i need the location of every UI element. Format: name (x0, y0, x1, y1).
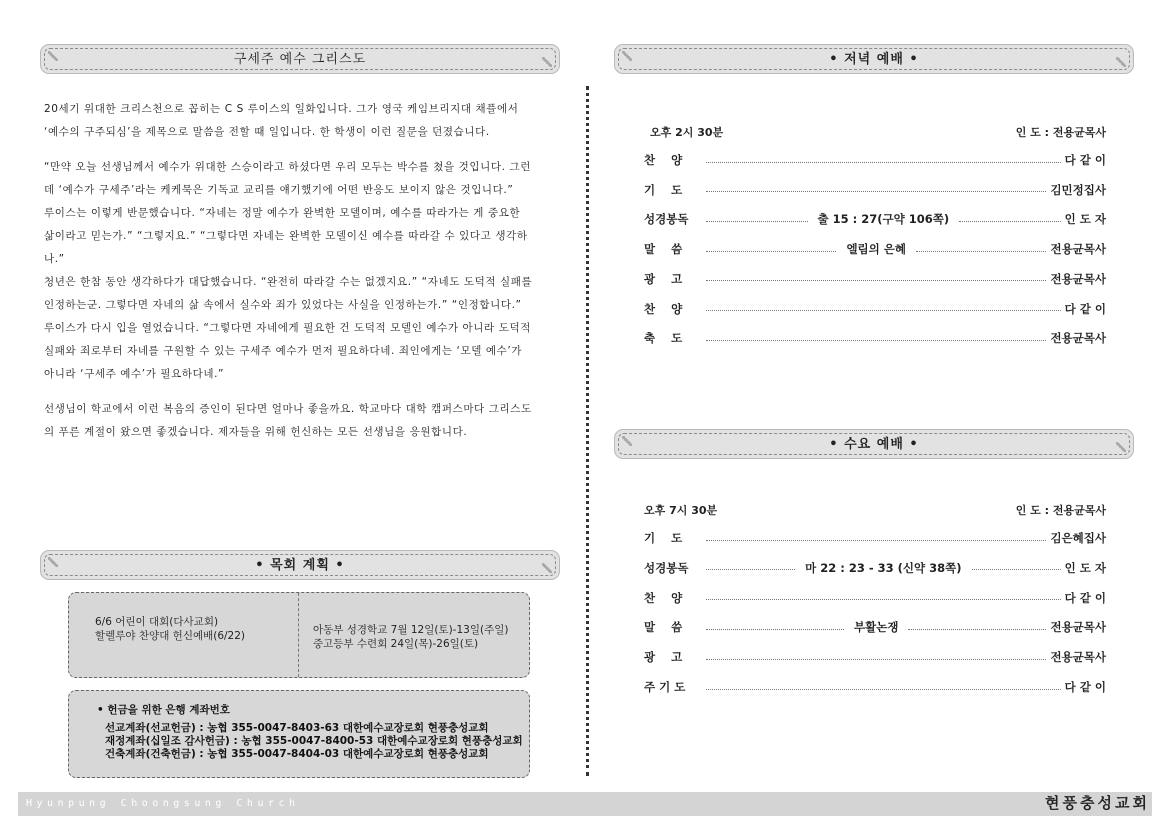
order-value: 다 같 이 (1064, 590, 1106, 605)
order-value: 다 같 이 (1064, 301, 1106, 316)
order-label: 성경봉독 (644, 212, 689, 227)
article-banner (40, 44, 560, 74)
article-paragraph-1: 20세기 위대한 크리스천으로 꼽히는 C S 루이스의 일화입니다. 그가 영국 케임브리지대 채플에서 ‘예수의 구주되심’을 제목으로 말씀을 전할 때 일입니다. 한 학생이 이런 질문을 던졌습니다. (44, 103, 519, 138)
order-detail: 마 22 : 23 - 33 (신약 38쪽) (805, 560, 962, 575)
order-row (644, 590, 1106, 606)
wednesday-time: 오후 7시 30분 (644, 504, 718, 517)
order-label: 찬 양 (644, 153, 683, 167)
dot-leader (706, 569, 795, 570)
dot-leader (706, 540, 1046, 541)
order-value: 전용균목사 (1050, 242, 1107, 257)
bank-account-line: 선교계좌(선교헌금) : 농협 355-0047-8403-63 대한예수교장로회 현풍충성교회 (105, 722, 489, 734)
footer-bar (18, 792, 1152, 816)
evening-title: • 저녁 예배 • (829, 52, 919, 67)
dot-leader (706, 629, 844, 630)
order-row (644, 560, 1106, 576)
corner-ornament-icon (542, 57, 552, 67)
evening-banner (614, 44, 1134, 74)
order-label: 광 고 (644, 271, 683, 286)
dot-leader (908, 629, 1046, 630)
article-paragraph-2: “만약 오늘 선생님께서 예수가 위대한 스승이라고 하셨다면 우리 모두는 박수를 쳤을 것입니다. 그런데 ‘예수가 구세주’라는 케케묵은 기독교 교리를 얘기했기에 어떤 반응도 보이지 않은 것입니다.” 루이스는 이렇게 반문했습니다. “자네는 정말 예수가 완벽한 모델이며, 예수를 따라가는 게 중요한 삶이라고 믿는가.” “그렇지요.” “그렇다면 자네는 완벽한 모델이신 예수를 따라갈 수 있다고 생각하나.” 청년은 한참 동안 생각하다가 대답했습니다. “완전히 따라갈 수는 없겠지요.” “자네도 도덕적 실패를 인정하는군. 그렇다면 자네의 삶 속에서 실수와 죄가 있었다는 사실을 인정하는가.” “인정합니다.” 루이스가 다시 입을 열었습니다. “그렇다면 자네에게 필요한 건 도덕적 모델인 예수가 아니라 도덕적 실패와 죄로부터 자네를 구원할 수 있는 구세주 예수가 먼저 필요하다네. 죄인에게는 ‘모델 예수’가 아니라 ‘구세주 예수’가 필요하다네.” (44, 161, 533, 380)
dot-leader (916, 251, 1046, 252)
order-detail: 부활논쟁 (854, 620, 899, 635)
dot-leader (959, 221, 1061, 222)
bank-account-list (105, 722, 523, 761)
dot-leader (706, 280, 1046, 281)
plan-item: 아동부 성경학교 7월 12일(토)-13일(주일) (313, 624, 509, 636)
article-body (44, 98, 534, 444)
dot-leader (972, 569, 1061, 570)
plan-item: 6/6 어린이 대회(다사교회) (95, 616, 219, 628)
dot-leader (706, 221, 808, 222)
order-label: 광 고 (644, 650, 683, 665)
order-value: 다 같 이 (1064, 153, 1106, 167)
order-label: 말 씀 (644, 620, 683, 635)
order-row (644, 619, 1106, 635)
order-label: 기 도 (644, 531, 683, 545)
dot-leader (706, 659, 1046, 660)
order-row (644, 241, 1106, 257)
wednesday-title: • 수요 예배 • (829, 437, 919, 452)
order-value: 인 도 자 (1064, 560, 1107, 575)
order-row (644, 679, 1106, 695)
dot-leader (706, 689, 1061, 690)
order-value: 전용균목사 (1050, 650, 1106, 665)
article-title: 구세주 예수 그리스도 (233, 52, 367, 67)
order-row (644, 152, 1106, 168)
bank-account-box (68, 690, 530, 778)
evening-leader: 인 도 : 전용균목사 (1015, 126, 1106, 139)
order-value: 전용균목사 (1050, 331, 1106, 346)
order-label: 찬 양 (644, 301, 683, 316)
order-label: 말 씀 (644, 242, 683, 257)
dot-leader (706, 162, 1061, 163)
order-value: 인 도 자 (1064, 212, 1107, 227)
order-label: 축 도 (644, 331, 683, 346)
evening-time: 오후 2시 30분 (650, 126, 724, 139)
dot-leader (706, 340, 1046, 341)
plan-item: 중고등부 수련회 24일(목)-26일(토) (313, 638, 479, 650)
bank-account-line: 건축계좌(건축헌금) : 농협 355-0047-8404-03 대한예수교장로회 현풍충성교회 (105, 748, 489, 760)
plan-box (68, 592, 530, 678)
order-row (644, 330, 1106, 346)
order-label: 성경봉독 (644, 560, 689, 575)
dot-leader (706, 251, 836, 252)
corner-ornament-icon (1116, 57, 1126, 67)
plan-banner (40, 550, 560, 580)
dot-leader (706, 310, 1061, 311)
column-divider (586, 86, 589, 776)
order-row (644, 530, 1106, 546)
plan-right-column (313, 623, 508, 677)
plan-left-column (95, 615, 245, 677)
order-row (644, 649, 1106, 665)
order-row (644, 271, 1106, 287)
plan-divider (298, 593, 299, 677)
dot-leader (706, 191, 1046, 192)
order-label: 기 도 (644, 182, 683, 197)
order-value: 김민정집사 (1050, 182, 1106, 197)
order-value: 다 같 이 (1064, 680, 1106, 694)
wednesday-leader: 인 도 : 전용균목사 (1015, 504, 1106, 517)
plan-title: • 목회 계획 • (255, 558, 345, 573)
order-detail: 엘림의 은혜 (846, 242, 907, 257)
order-value: 김은혜집사 (1050, 531, 1106, 545)
order-row (644, 182, 1106, 198)
footer-korean-name: 현풍충성교회 (1045, 794, 1150, 812)
dot-leader (706, 599, 1061, 600)
plan-item: 할렐루야 찬양대 헌신예배(6/22) (95, 630, 246, 642)
order-row (644, 211, 1106, 227)
order-value: 전용균목사 (1050, 620, 1107, 635)
footer-english-name: Hyunpung Choongsung Church (26, 798, 300, 809)
order-row (644, 301, 1106, 317)
order-label: 찬 양 (644, 590, 683, 605)
corner-ornament-icon (542, 563, 552, 573)
corner-ornament-icon (1116, 442, 1126, 452)
order-value: 전용균목사 (1050, 271, 1106, 286)
order-label: 주 기 도 (644, 680, 686, 694)
wednesday-banner (614, 429, 1134, 459)
bank-account-line: 재정계좌(십일조 감사헌금) : 농협 355-0047-8400-53 대한예수교장로회 현풍충성교회 (105, 735, 523, 747)
article-paragraph-3: 선생님이 학교에서 이런 복음의 증인이 된다면 얼마나 좋을까요. 학교마다 대학 캠퍼스마다 그리스도의 푸른 계절이 왔으면 좋겠습니다. 제자들을 위해 헌신하는 모든 선생님을 응원합니다. (44, 403, 532, 438)
order-detail: 출 15 : 27(구약 106쪽) (817, 212, 950, 227)
bank-heading: • 헌금을 위한 은행 계좌번호 (97, 704, 230, 716)
